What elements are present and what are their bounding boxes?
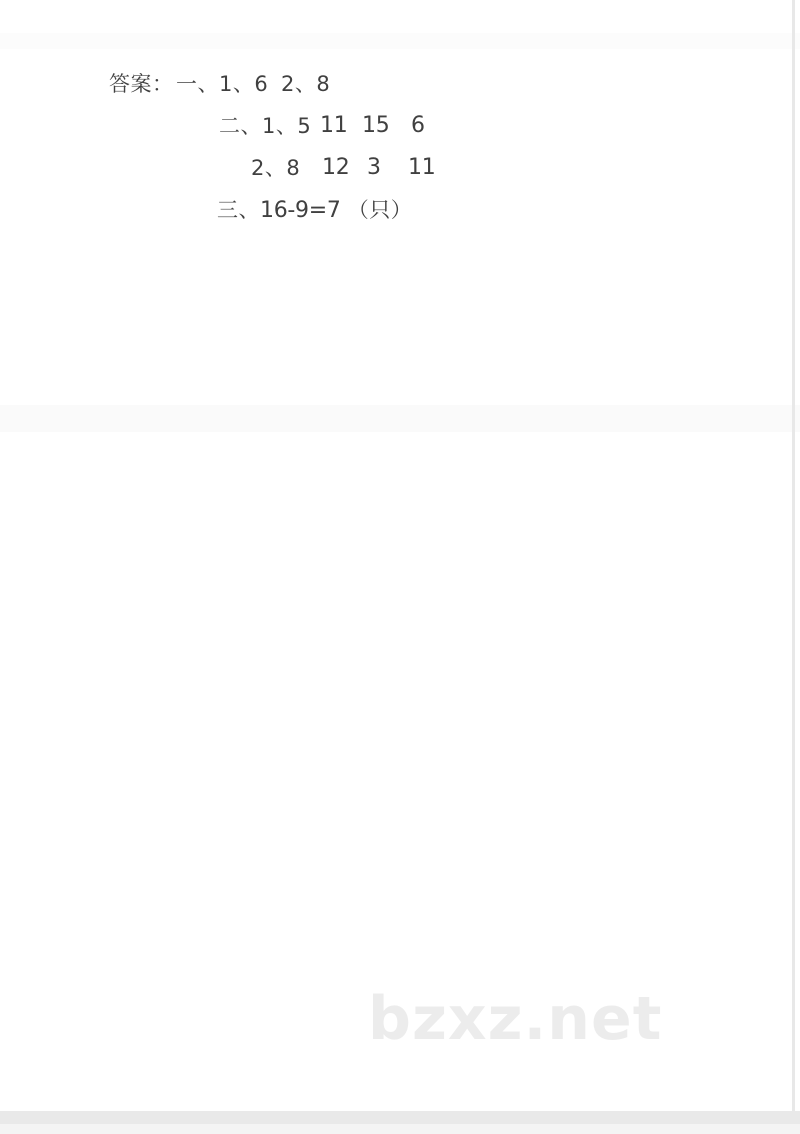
answer-line3-value: 11 bbox=[408, 155, 436, 180]
answer-line4-expression: 16-9=7 bbox=[260, 198, 341, 223]
answer-line3-prefix: 2、8 bbox=[251, 156, 301, 180]
scan-band-footer bbox=[0, 1124, 800, 1134]
scan-band-middle bbox=[0, 405, 800, 432]
answer-line4-prefix: 三、 bbox=[217, 198, 260, 222]
answer-line1-part1: 一、1、6 bbox=[176, 72, 269, 96]
answer-line2-value: 11 bbox=[320, 113, 348, 138]
answer-line3-value: 12 bbox=[322, 155, 350, 180]
page-edge-line bbox=[792, 0, 795, 1112]
site-watermark: bzxz.net bbox=[368, 984, 663, 1054]
scan-band-bottom bbox=[0, 1111, 800, 1124]
answer-line4 bbox=[217, 196, 412, 225]
answers-label: 答案： bbox=[109, 72, 174, 96]
answer-line2-value: 6 bbox=[411, 113, 425, 138]
answer-line2-prefix: 二、1、5 bbox=[219, 114, 312, 138]
answer-line4-unit: （只） bbox=[347, 198, 413, 222]
answer-line2-value: 15 bbox=[362, 113, 390, 138]
scan-band-top bbox=[0, 33, 800, 49]
answer-line3-value: 3 bbox=[367, 155, 381, 180]
answer-line1-part2: 2、8 bbox=[281, 72, 331, 96]
